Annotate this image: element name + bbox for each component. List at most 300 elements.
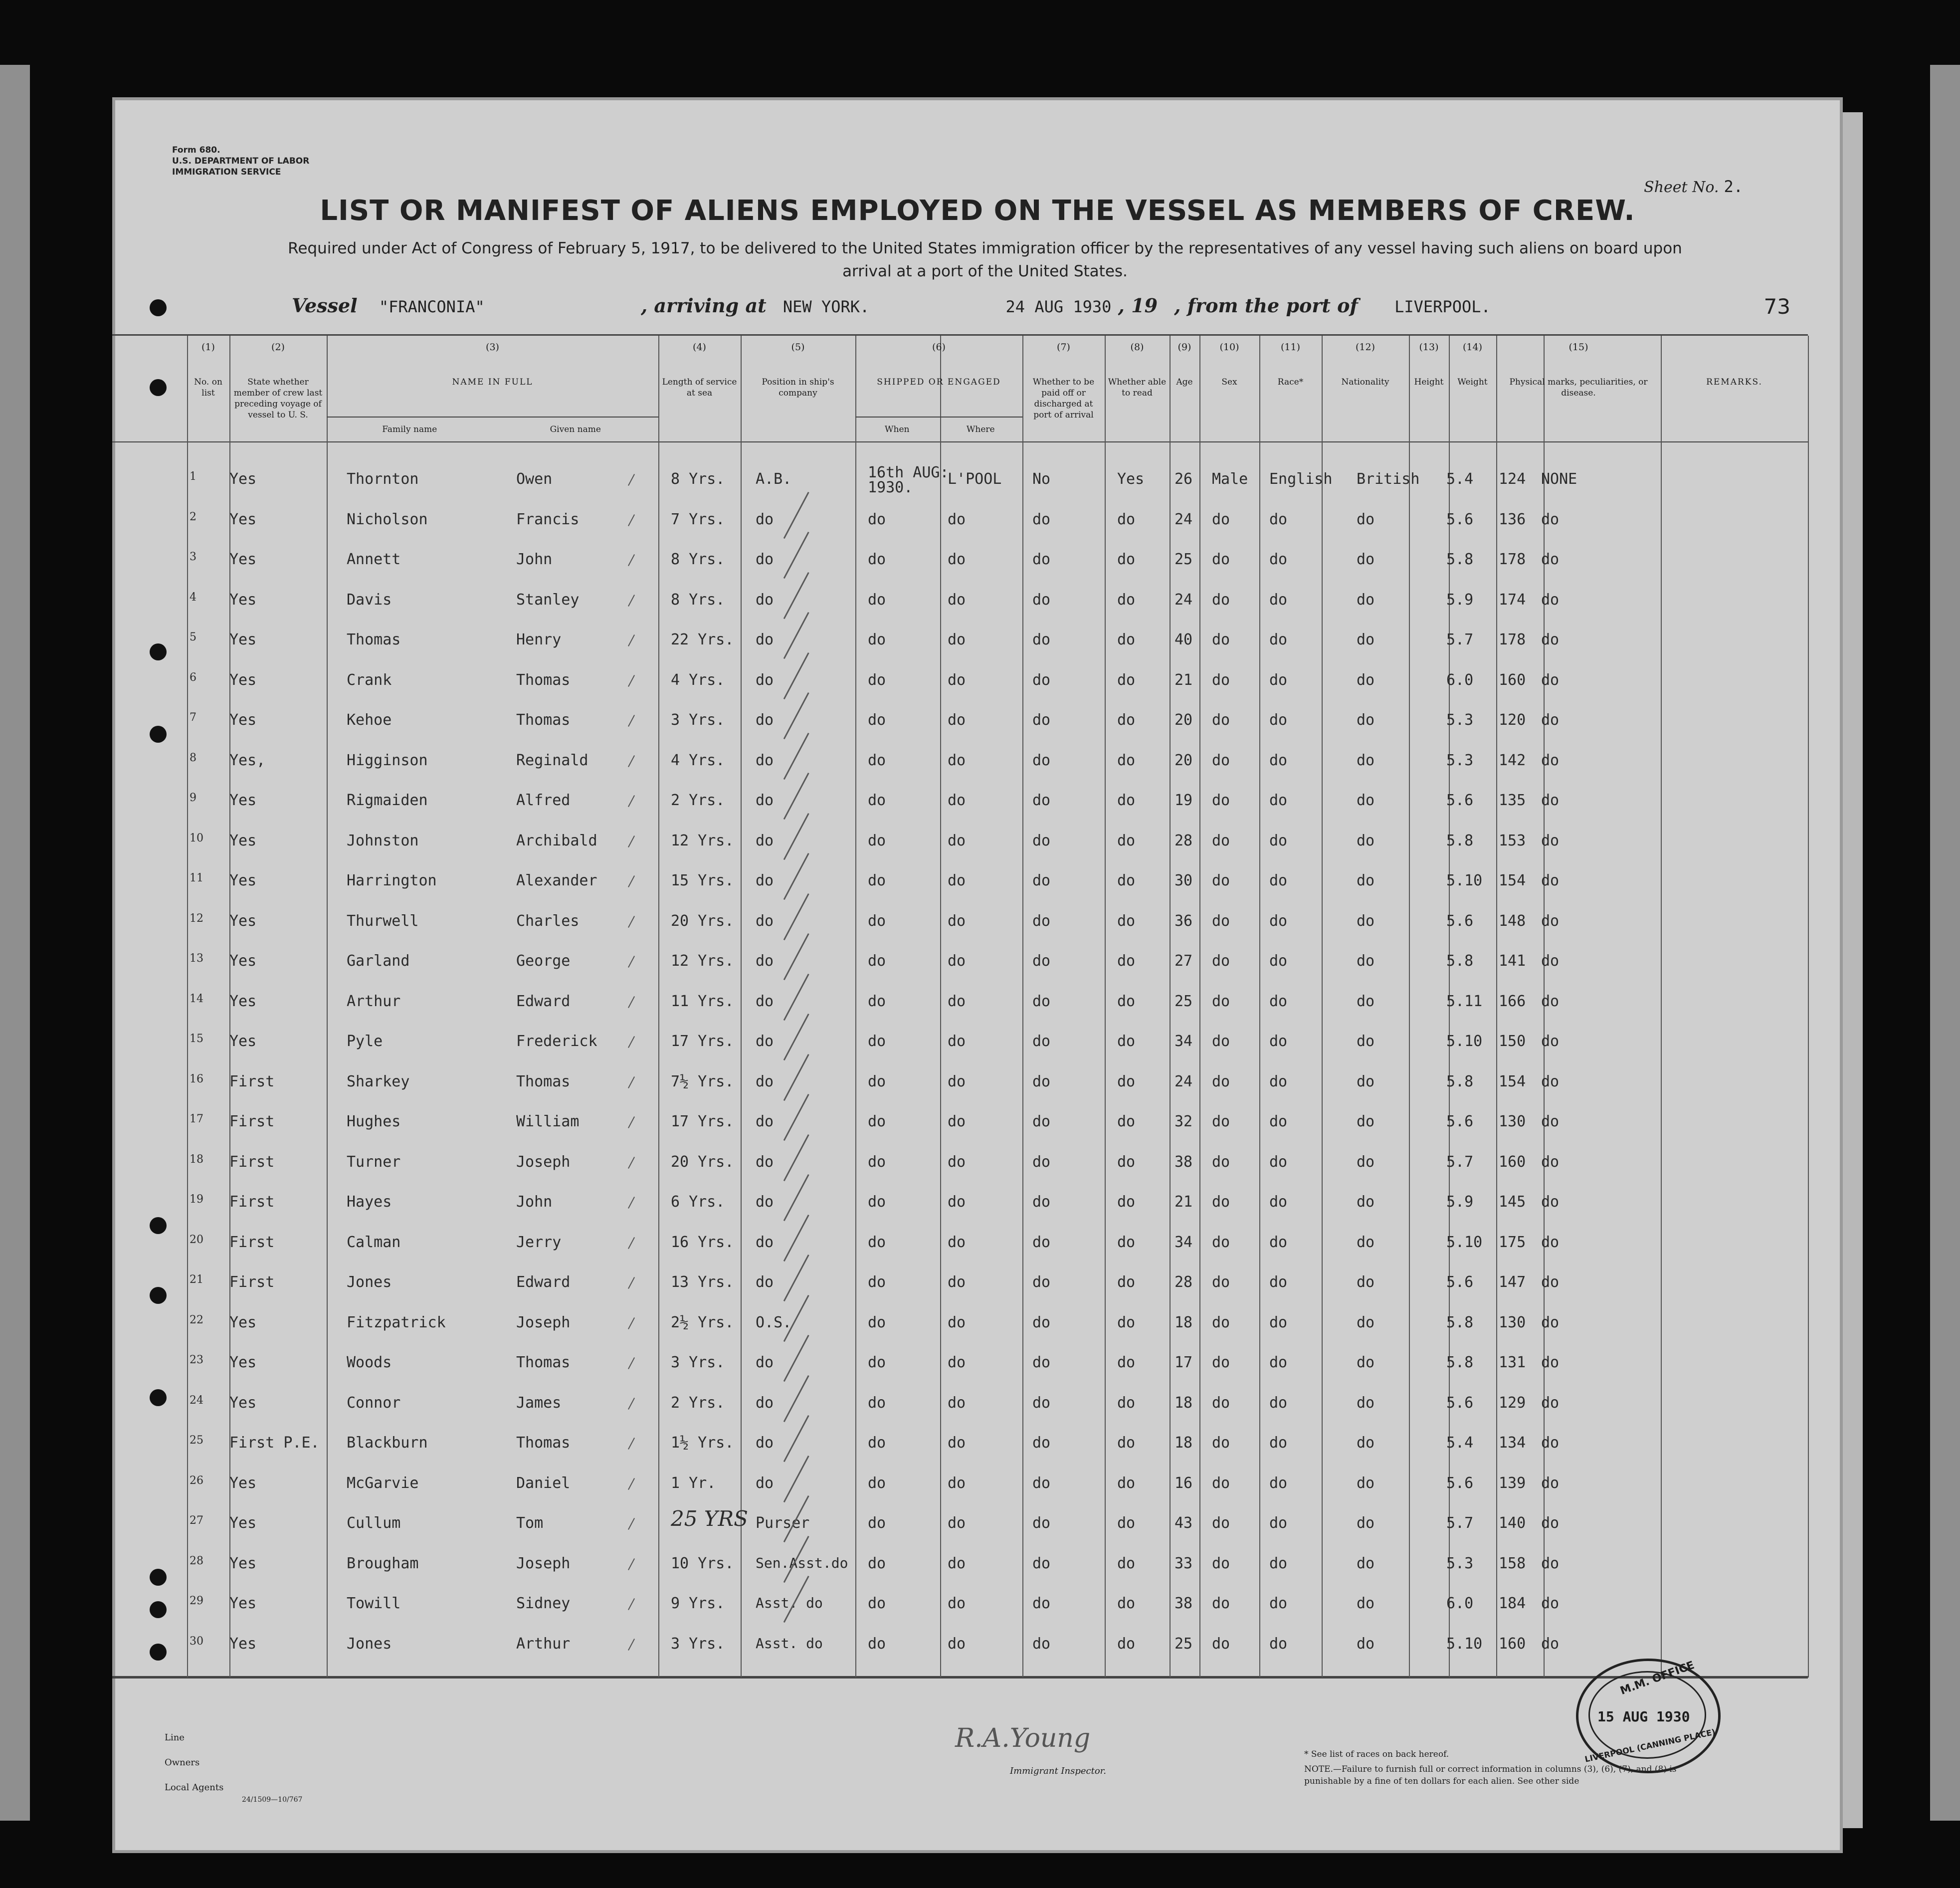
cell-no: 26 xyxy=(190,1474,203,1487)
cell-where: do xyxy=(948,792,966,809)
punch-hole xyxy=(150,1569,167,1586)
punch-hole xyxy=(150,1287,167,1304)
cell-given: John xyxy=(516,1193,553,1211)
cell-sex: do xyxy=(1212,992,1230,1010)
cell-age: 34 xyxy=(1175,1233,1193,1251)
subheader-rule xyxy=(327,417,658,418)
cell-when: do xyxy=(868,872,886,889)
cell-age: 16 xyxy=(1175,1474,1193,1492)
cell-read: do xyxy=(1117,1514,1136,1532)
cell-sex: do xyxy=(1212,1113,1230,1130)
cell-sex: do xyxy=(1212,510,1230,528)
column-number: (5) xyxy=(791,342,805,353)
cell-paid: do xyxy=(1032,510,1051,528)
cell-weight: 145 xyxy=(1499,1193,1526,1211)
cell-service: 7½ Yrs. xyxy=(671,1072,734,1090)
cell-service: 4 Yrs. xyxy=(671,671,725,689)
cell-position: A.B. xyxy=(756,470,792,488)
cell-where: do xyxy=(948,1394,966,1412)
column-divider xyxy=(940,336,941,1678)
cell-age: 21 xyxy=(1175,671,1193,689)
cell-when: 16th AUG: 1930. xyxy=(868,464,949,496)
cell-height: 5.7 xyxy=(1446,1153,1474,1171)
cell-when: do xyxy=(868,510,886,528)
column-header: Whether to be paid off or discharged at port of arrival xyxy=(1032,377,1095,420)
cell-age: 18 xyxy=(1175,1434,1193,1452)
cell-no: 10 xyxy=(190,832,203,844)
column-number: (2) xyxy=(271,342,285,353)
cell-where: do xyxy=(948,1233,966,1251)
cell-service: 2 Yrs. xyxy=(671,792,725,809)
cell-no: 21 xyxy=(190,1273,203,1286)
cell-nat: do xyxy=(1357,1595,1375,1612)
cell-weight: 175 xyxy=(1499,1233,1526,1251)
cell-nat: do xyxy=(1357,1635,1375,1653)
pencil-slash xyxy=(784,1054,809,1101)
cell-when: do xyxy=(868,992,886,1010)
cell-paid: do xyxy=(1032,792,1051,809)
cell-when: do xyxy=(868,1595,886,1612)
cell-position: do xyxy=(756,751,774,769)
cell-family: McGarvie xyxy=(347,1474,419,1492)
cell-prev: Yes xyxy=(229,952,257,970)
check-mark xyxy=(628,1277,635,1289)
column-divider xyxy=(1808,336,1809,1678)
form-code: 24/1509—10/767 xyxy=(242,1796,303,1804)
cell-given: James xyxy=(516,1394,562,1412)
cell-paid: do xyxy=(1032,1394,1051,1412)
cell-height: 6.0 xyxy=(1446,1595,1474,1612)
pencil-slash xyxy=(784,933,809,980)
cell-read: do xyxy=(1117,792,1136,809)
cell-position: O.S. xyxy=(756,1313,792,1331)
owners-label: Owners xyxy=(165,1757,200,1768)
cell-weight: 160 xyxy=(1499,671,1526,689)
pencil-slash xyxy=(784,974,809,1021)
column-number: (13) xyxy=(1419,342,1439,353)
cell-paid: do xyxy=(1032,1072,1051,1090)
cell-nat: do xyxy=(1357,1072,1375,1090)
cell-weight: 124 xyxy=(1499,470,1526,488)
cell-age: 20 xyxy=(1175,751,1193,769)
cell-marks: do xyxy=(1541,1273,1560,1291)
cell-prev: First xyxy=(229,1113,275,1130)
cell-when: do xyxy=(868,751,886,769)
check-mark xyxy=(628,634,635,646)
cell-where: do xyxy=(948,631,966,648)
cell-marks: do xyxy=(1541,792,1560,809)
check-mark xyxy=(628,836,635,847)
cell-marks: do xyxy=(1541,1434,1560,1452)
column-number: (7) xyxy=(1057,342,1070,353)
cell-weight: 135 xyxy=(1499,792,1526,809)
cell-sex: do xyxy=(1212,1434,1230,1452)
check-mark xyxy=(628,755,635,767)
cell-family: Nicholson xyxy=(347,510,428,528)
cell-height: 5.8 xyxy=(1446,952,1474,970)
subheader-rule xyxy=(855,417,1022,418)
cell-position: do xyxy=(756,510,774,528)
cell-height: 6.0 xyxy=(1446,671,1474,689)
cell-service: 15 Yrs. xyxy=(671,872,734,889)
cell-prev: Yes xyxy=(229,872,257,889)
cell-family: Cullum xyxy=(347,1514,401,1532)
check-mark xyxy=(628,1398,635,1410)
cell-nat: do xyxy=(1357,1313,1375,1331)
cell-when: do xyxy=(868,1233,886,1251)
cell-where: do xyxy=(948,551,966,568)
check-mark xyxy=(628,916,635,928)
cell-age: 17 xyxy=(1175,1354,1193,1371)
column-divider xyxy=(741,336,742,1678)
column-header: Length of service at sea xyxy=(662,377,737,398)
cell-read: do xyxy=(1117,631,1136,648)
cell-position: do xyxy=(756,1153,774,1171)
cell-nat: do xyxy=(1357,671,1375,689)
cell-where: do xyxy=(948,1313,966,1331)
cell-prev: Yes xyxy=(229,1635,257,1653)
cell-paid: do xyxy=(1032,1554,1051,1572)
cell-family: Crank xyxy=(347,671,392,689)
cell-race: do xyxy=(1269,1434,1288,1452)
column-number: (9) xyxy=(1177,342,1191,353)
column-header: State whether member of crew last preceding voyage of vessel to U. S. xyxy=(233,377,323,420)
cell-weight: 154 xyxy=(1499,1072,1526,1090)
penalty-note: NOTE.—Failure to furnish full or correct information in columns (3), (6), (7), and (8) is punishable by a fine of ten dollars for each alien. See other side xyxy=(1304,1764,1677,1786)
cell-age: 33 xyxy=(1175,1554,1193,1572)
cell-family: Hughes xyxy=(347,1113,401,1130)
cell-sex: do xyxy=(1212,751,1230,769)
cell-read: do xyxy=(1117,510,1136,528)
punch-hole xyxy=(150,1601,167,1618)
cell-race: do xyxy=(1269,1273,1288,1291)
cell-family: Thomas xyxy=(347,631,401,648)
column-divider xyxy=(1022,336,1023,1678)
punch-hole xyxy=(150,643,167,660)
cell-read: do xyxy=(1117,1313,1136,1331)
column-header: Race* xyxy=(1277,377,1304,387)
cell-service: 1½ Yrs. xyxy=(671,1434,734,1452)
cell-weight: 158 xyxy=(1499,1554,1526,1572)
check-mark xyxy=(628,1116,635,1128)
column-number: (6) xyxy=(932,342,946,353)
cell-nat: do xyxy=(1357,1113,1375,1130)
cell-when: do xyxy=(868,1394,886,1412)
cell-read: do xyxy=(1117,1394,1136,1412)
cell-given: William xyxy=(516,1113,580,1130)
cell-given: Sidney xyxy=(516,1595,571,1612)
cell-height: 5.8 xyxy=(1446,1072,1474,1090)
pencil-slash xyxy=(784,572,809,619)
cell-given: Alfred xyxy=(516,792,571,809)
column-number: (8) xyxy=(1130,342,1144,353)
pencil-slash xyxy=(784,612,809,659)
cell-given: Edward xyxy=(516,992,571,1010)
cell-where: do xyxy=(948,1595,966,1612)
cell-position: do xyxy=(756,952,774,970)
cell-read: do xyxy=(1117,1072,1136,1090)
cell-read: do xyxy=(1117,992,1136,1010)
cell-prev: Yes xyxy=(229,1033,257,1050)
cell-where: do xyxy=(948,751,966,769)
cell-service: 2½ Yrs. xyxy=(671,1313,734,1331)
cell-when: do xyxy=(868,792,886,809)
page-title: LIST OR MANIFEST OF ALIENS EMPLOYED ON THE VESSEL AS MEMBERS OF CREW. xyxy=(320,195,1635,227)
cell-nat: do xyxy=(1357,1554,1375,1572)
cell-read: Yes xyxy=(1117,470,1145,488)
column-number: (15) xyxy=(1568,342,1588,353)
cell-nat: do xyxy=(1357,591,1375,609)
cell-read: do xyxy=(1117,1635,1136,1653)
cell-sex: do xyxy=(1212,591,1230,609)
cell-height: 5.4 xyxy=(1446,470,1474,488)
cell-marks: do xyxy=(1541,1635,1560,1653)
arriving-label: , arriving at xyxy=(640,294,767,317)
check-mark xyxy=(628,1197,635,1209)
cell-family: Thornton xyxy=(347,470,419,488)
cell-given: Edward xyxy=(516,1273,571,1291)
column-divider xyxy=(327,336,328,1678)
column-subheader: Given name xyxy=(550,424,601,434)
cell-no: 7 xyxy=(190,711,196,724)
cell-prev: Yes xyxy=(229,1514,257,1532)
cell-where: do xyxy=(948,1635,966,1653)
cell-weight: 134 xyxy=(1499,1434,1526,1452)
cell-weight: 130 xyxy=(1499,1313,1526,1331)
arriving-port: NEW YORK. xyxy=(783,297,870,316)
cell-family: Woods xyxy=(347,1354,392,1371)
cell-where: do xyxy=(948,872,966,889)
cell-race: do xyxy=(1269,1072,1288,1090)
column-header: Weight xyxy=(1457,377,1488,387)
cell-when: do xyxy=(868,1113,886,1130)
cell-weight: 150 xyxy=(1499,1033,1526,1050)
cell-height: 5.6 xyxy=(1446,510,1474,528)
form-id-line: U.S. DEPARTMENT OF LABOR xyxy=(172,156,310,166)
cell-nat: do xyxy=(1357,1434,1375,1452)
column-header: No. on list xyxy=(194,377,222,398)
header-bottom-rule xyxy=(112,441,1808,442)
cell-family: Johnston xyxy=(347,832,419,849)
cell-race: do xyxy=(1269,1113,1288,1130)
cell-where: do xyxy=(948,1474,966,1492)
table-top-rule xyxy=(112,334,1808,336)
check-mark xyxy=(628,1438,635,1450)
cell-age: 36 xyxy=(1175,912,1193,930)
column-number: (12) xyxy=(1355,342,1375,353)
punch-hole xyxy=(150,726,167,743)
cell-family: Thurwell xyxy=(347,912,419,930)
cell-where: do xyxy=(948,1113,966,1130)
cell-position: do xyxy=(756,631,774,648)
cell-sex: do xyxy=(1212,1595,1230,1612)
cell-service: 13 Yrs. xyxy=(671,1273,734,1291)
cell-when: do xyxy=(868,1273,886,1291)
cell-where: do xyxy=(948,1193,966,1211)
cell-height: 5.8 xyxy=(1446,1354,1474,1371)
check-mark xyxy=(628,1598,635,1610)
cell-given: Thomas xyxy=(516,671,571,689)
cell-service: 4 Yrs. xyxy=(671,751,725,769)
cell-when: do xyxy=(868,1635,886,1653)
cell-when: do xyxy=(868,832,886,849)
cell-paid: do xyxy=(1032,1313,1051,1331)
check-mark xyxy=(628,554,635,566)
cell-marks: do xyxy=(1541,1554,1560,1572)
cell-marks: do xyxy=(1541,912,1560,930)
cell-given: Arthur xyxy=(516,1635,571,1653)
cell-age: 19 xyxy=(1175,792,1193,809)
cell-paid: do xyxy=(1032,751,1051,769)
form-id-line: IMMIGRATION SERVICE xyxy=(172,167,281,177)
cell-weight: 140 xyxy=(1499,1514,1526,1532)
cell-no: 5 xyxy=(190,631,196,643)
cell-nat: do xyxy=(1357,1394,1375,1412)
cell-height: 5.10 xyxy=(1446,1635,1483,1653)
cell-nat: do xyxy=(1357,1193,1375,1211)
cell-no: 4 xyxy=(190,591,196,604)
cell-height: 5.10 xyxy=(1446,872,1483,889)
cell-family: Brougham xyxy=(347,1554,419,1572)
cell-age: 25 xyxy=(1175,992,1193,1010)
cell-height: 5.3 xyxy=(1446,711,1474,729)
from-label: , from the port of xyxy=(1174,294,1358,317)
cell-age: 27 xyxy=(1175,952,1193,970)
cell-service: 17 Yrs. xyxy=(671,1113,734,1130)
cell-prev: Yes, xyxy=(229,751,266,769)
cell-prev: Yes xyxy=(229,792,257,809)
column-divider xyxy=(855,336,856,1678)
cell-when: do xyxy=(868,591,886,609)
cell-nat: do xyxy=(1357,992,1375,1010)
cell-weight: 160 xyxy=(1499,1635,1526,1653)
cell-age: 28 xyxy=(1175,832,1193,849)
cell-nat: do xyxy=(1357,1354,1375,1371)
column-header: Sex xyxy=(1221,377,1237,387)
cell-position: do xyxy=(756,1354,774,1371)
cell-age: 24 xyxy=(1175,591,1193,609)
race-note: * See list of races on back hereof. xyxy=(1304,1749,1449,1759)
cell-read: do xyxy=(1117,1233,1136,1251)
vessel-name: "FRANCONIA" xyxy=(379,297,485,316)
cell-marks: do xyxy=(1541,1313,1560,1331)
cell-prev: Yes xyxy=(229,1474,257,1492)
cell-paid: do xyxy=(1032,1474,1051,1492)
cell-when: do xyxy=(868,1313,886,1331)
cell-marks: do xyxy=(1541,1072,1560,1090)
cell-height: 5.9 xyxy=(1446,1193,1474,1211)
cell-weight: 166 xyxy=(1499,992,1526,1010)
cell-marks: do xyxy=(1541,872,1560,889)
cell-age: 43 xyxy=(1175,1514,1193,1532)
cell-no: 13 xyxy=(190,952,203,965)
cell-position: do xyxy=(756,1072,774,1090)
cell-nat: do xyxy=(1357,1474,1375,1492)
cell-given: Alexander xyxy=(516,872,597,889)
column-subheader: Family name xyxy=(382,424,437,434)
cell-position: do xyxy=(756,1474,774,1492)
cell-read: do xyxy=(1117,1434,1136,1452)
page-edge xyxy=(1843,112,1863,1828)
cell-read: do xyxy=(1117,1153,1136,1171)
cell-service: 12 Yrs. xyxy=(671,952,734,970)
cell-weight: 130 xyxy=(1499,1113,1526,1130)
column-divider xyxy=(658,336,659,1678)
cell-where: do xyxy=(948,1153,966,1171)
from-port: LIVERPOOL. xyxy=(1394,297,1491,316)
check-mark xyxy=(628,1036,635,1048)
cell-race: English xyxy=(1269,470,1333,488)
cell-age: 30 xyxy=(1175,872,1193,889)
cell-weight: 178 xyxy=(1499,631,1526,648)
cell-given: Reginald xyxy=(516,751,588,769)
column-header: Height xyxy=(1414,377,1444,387)
cell-service: 9 Yrs. xyxy=(671,1595,725,1612)
cell-position: Purser xyxy=(756,1514,810,1532)
cell-paid: do xyxy=(1032,1434,1051,1452)
cell-given: Henry xyxy=(516,631,562,648)
pencil-slash xyxy=(784,1375,809,1422)
year-label: , 19 xyxy=(1118,294,1158,317)
cell-sex: do xyxy=(1212,832,1230,849)
cell-read: do xyxy=(1117,872,1136,889)
form-id-line: Form 680. xyxy=(172,145,220,155)
cell-prev: Yes xyxy=(229,1595,257,1612)
cell-no: 27 xyxy=(190,1514,203,1527)
cell-paid: do xyxy=(1032,1113,1051,1130)
cell-where: do xyxy=(948,1273,966,1291)
cell-age: 20 xyxy=(1175,711,1193,729)
cell-sex: do xyxy=(1212,1394,1230,1412)
cell-family: Calman xyxy=(347,1233,401,1251)
cell-where: do xyxy=(948,1554,966,1572)
cell-given: Owen xyxy=(516,470,553,488)
cell-service: 25 YRS xyxy=(671,1506,748,1531)
cell-no: 1 xyxy=(190,470,196,483)
cell-position: do xyxy=(756,992,774,1010)
cell-prev: Yes xyxy=(229,992,257,1010)
pencil-slash xyxy=(784,813,809,860)
cell-paid: do xyxy=(1032,872,1051,889)
right-adjacent-page xyxy=(1930,65,1960,1821)
cell-height: 5.6 xyxy=(1446,1474,1474,1492)
cell-family: Jones xyxy=(347,1273,392,1291)
cell-prev: First xyxy=(229,1153,275,1171)
cell-family: Jones xyxy=(347,1635,392,1653)
cell-nat: do xyxy=(1357,952,1375,970)
cell-family: Fitzpatrick xyxy=(347,1313,446,1331)
cell-age: 18 xyxy=(1175,1313,1193,1331)
cell-sex: do xyxy=(1212,912,1230,930)
cell-family: Annett xyxy=(347,551,401,568)
cell-age: 32 xyxy=(1175,1113,1193,1130)
cell-sex: Male xyxy=(1212,470,1248,488)
cell-family: Sharkey xyxy=(347,1072,410,1090)
office-stamp xyxy=(1576,1659,1721,1773)
cell-service: 3 Yrs. xyxy=(671,1354,725,1371)
cell-where: do xyxy=(948,1514,966,1532)
cell-weight: 147 xyxy=(1499,1273,1526,1291)
cell-no: 19 xyxy=(190,1193,203,1206)
cell-read: do xyxy=(1117,1595,1136,1612)
cell-race: do xyxy=(1269,1635,1288,1653)
pencil-slash xyxy=(784,893,809,940)
cell-nat: do xyxy=(1357,551,1375,568)
pencil-slash xyxy=(784,1174,809,1221)
cell-height: 5.6 xyxy=(1446,1394,1474,1412)
cell-no: 22 xyxy=(190,1313,203,1326)
cell-sex: do xyxy=(1212,631,1230,648)
